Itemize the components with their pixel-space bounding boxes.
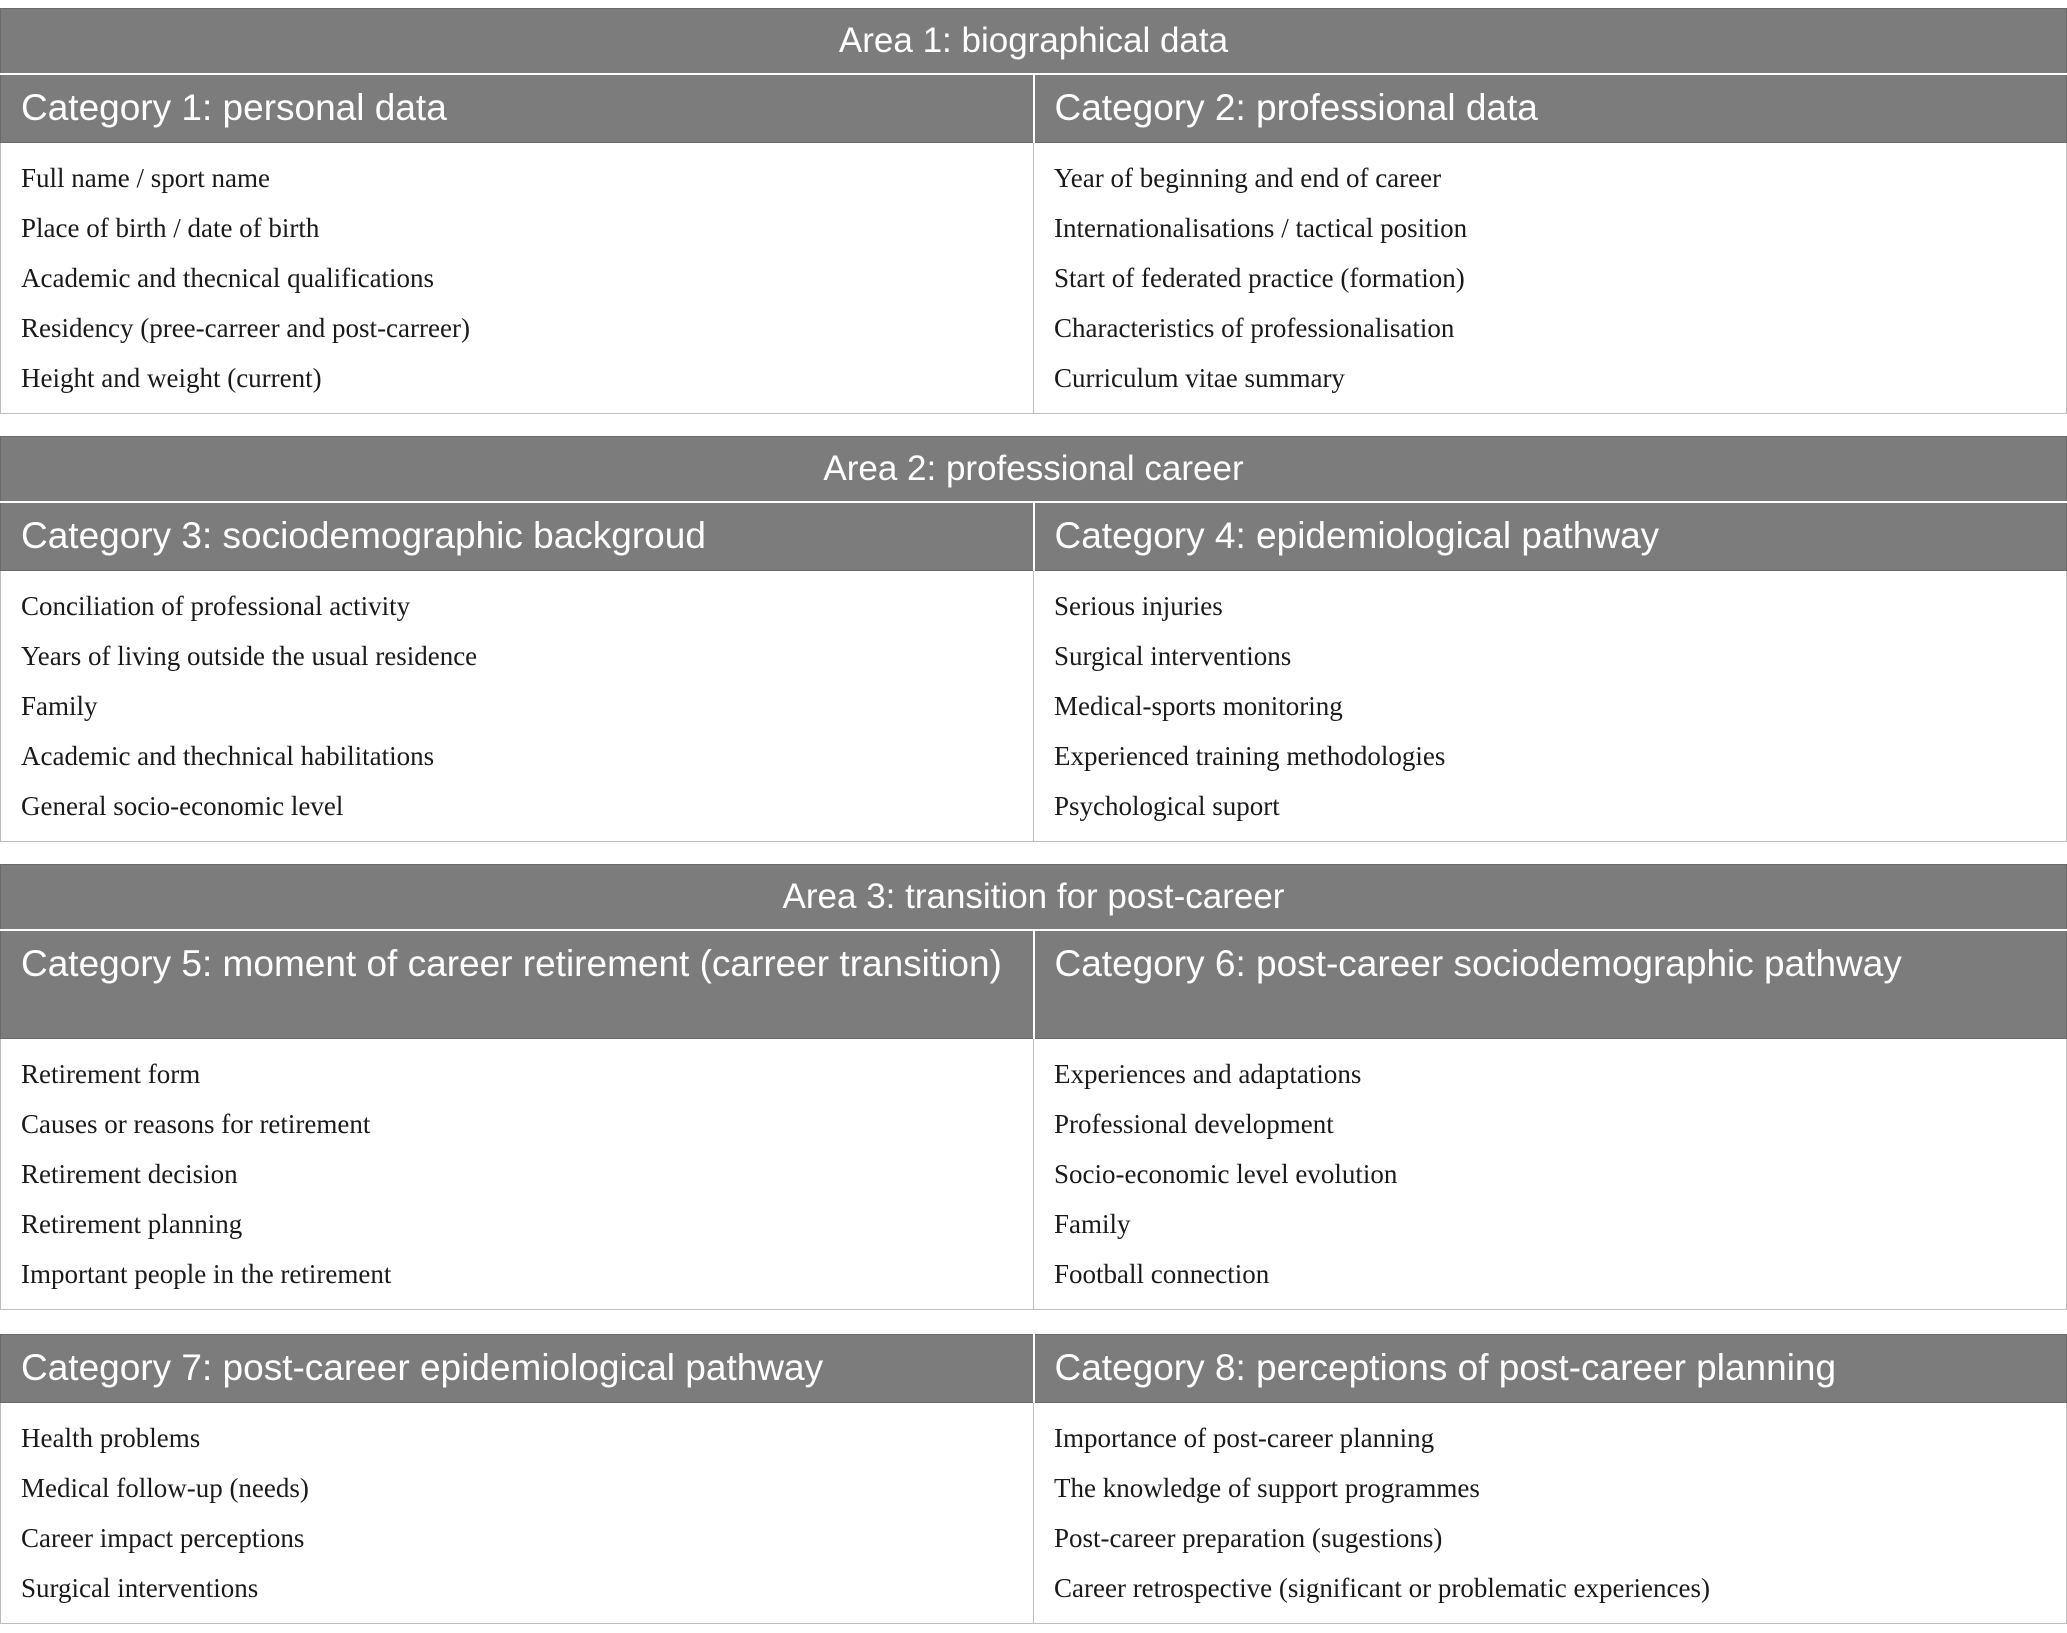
list-item: Height and weight (current) — [21, 362, 322, 393]
category-items-cell — [1034, 1403, 2067, 1624]
list-item: Academic and thecnical qualifications — [21, 262, 435, 293]
list-item: Experiences and adaptations — [1054, 1058, 1362, 1089]
area-table-3 — [0, 864, 2066, 1310]
list-item: Family — [1054, 1208, 1131, 1239]
category-items-cell — [1034, 570, 2067, 841]
category-items-row — [1, 142, 2067, 413]
list-item: Family — [21, 690, 98, 721]
list-item: Post-career preparation (sugestions) — [1054, 1523, 1443, 1553]
list-item: Medical-sports monitoring — [1054, 690, 1343, 721]
category-title: Category 6: post-career sociodemographic pathway — [1034, 930, 2067, 1038]
category-header-row — [1, 930, 2067, 1038]
list-item: Important people in the retirement — [21, 1258, 392, 1289]
category-items-cell — [1, 1038, 1034, 1309]
list-item: Curriculum vitae summary — [1054, 362, 1345, 393]
area-header-row — [1, 865, 2067, 931]
list-item: Internationalisations / tactical position — [1054, 212, 1468, 243]
area-title: Area 2: professional career — [1, 437, 2067, 503]
area-title: Area 3: transition for post-career — [1, 865, 2067, 931]
list-item: Years of living outside the usual residence — [21, 640, 478, 671]
list-item: Residency (pree-carreer and post-carreer) — [21, 312, 470, 343]
list-item: Place of birth / date of birth — [21, 212, 320, 243]
category-header-row — [1, 502, 2067, 570]
list-item: Retirement planning — [21, 1208, 243, 1239]
list-item: Experienced training methodologies — [1054, 740, 1446, 771]
category-header-row — [1, 1335, 2067, 1403]
list-item: Retirement form — [21, 1058, 201, 1089]
category-title: Category 7: post-career epidemiological pathway — [1, 1335, 1034, 1403]
category-title: Category 8: perceptions of post-career planning — [1034, 1335, 2067, 1403]
list-item: Characteristics of professionalisation — [1054, 312, 1455, 343]
list-item: Career retrospective (significant or problematic experiences) — [1054, 1573, 1710, 1603]
area-header-row — [1, 9, 2067, 75]
list-item: Importance of post-career planning — [1054, 1423, 1435, 1453]
area-header-row — [1, 437, 2067, 503]
list-item: Retirement decision — [21, 1158, 238, 1189]
area-table-1 — [0, 8, 2066, 414]
category-items-cell — [1, 570, 1034, 841]
list-item: General socio-economic level — [21, 790, 344, 821]
category-items-cell — [1, 1403, 1034, 1624]
area-table-2 — [0, 436, 2066, 842]
list-item: Surgical interventions — [21, 1573, 259, 1603]
category-header-row — [1, 74, 2067, 142]
area-title: Area 1: biographical data — [1, 9, 2067, 75]
category-items-row — [1, 1403, 2067, 1624]
area-table-4 — [0, 1334, 2066, 1624]
list-item: Academic and thechnical habilitations — [21, 740, 435, 771]
list-item: Year of beginning and end of career — [1054, 162, 1442, 193]
category-title: Category 4: epidemiological pathway — [1034, 502, 2067, 570]
list-item: Conciliation of professional activity — [21, 590, 411, 621]
list-item: Causes or reasons for retirement — [21, 1108, 371, 1139]
list-item: Professional development — [1054, 1108, 1334, 1139]
category-title: Category 2: professional data — [1034, 74, 2067, 142]
list-item: Football connection — [1054, 1258, 1270, 1289]
category-items-cell — [1034, 142, 2067, 413]
list-item: Socio-economic level evolution — [1054, 1158, 1398, 1189]
list-item: Health problems — [21, 1423, 201, 1453]
category-items-row — [1, 1038, 2067, 1309]
category-title: Category 1: personal data — [1, 74, 1034, 142]
list-item: Surgical interventions — [1054, 640, 1292, 671]
category-items-cell — [1, 142, 1034, 413]
list-item: Start of federated practice (formation) — [1054, 262, 1465, 293]
list-item: The knowledge of support programmes — [1054, 1473, 1480, 1503]
list-item: Psychological suport — [1054, 790, 1280, 821]
category-items-cell — [1034, 1038, 2067, 1309]
list-item: Serious injuries — [1054, 590, 1223, 621]
list-item: Career impact perceptions — [21, 1523, 305, 1553]
category-title: Category 3: sociodemographic backgroud — [1, 502, 1034, 570]
category-items-row — [1, 570, 2067, 841]
list-item: Medical follow-up (needs) — [21, 1473, 309, 1503]
list-item: Full name / sport name — [21, 162, 270, 193]
category-title: Category 5: moment of career retirement (carreer transition) — [1, 930, 1034, 1038]
